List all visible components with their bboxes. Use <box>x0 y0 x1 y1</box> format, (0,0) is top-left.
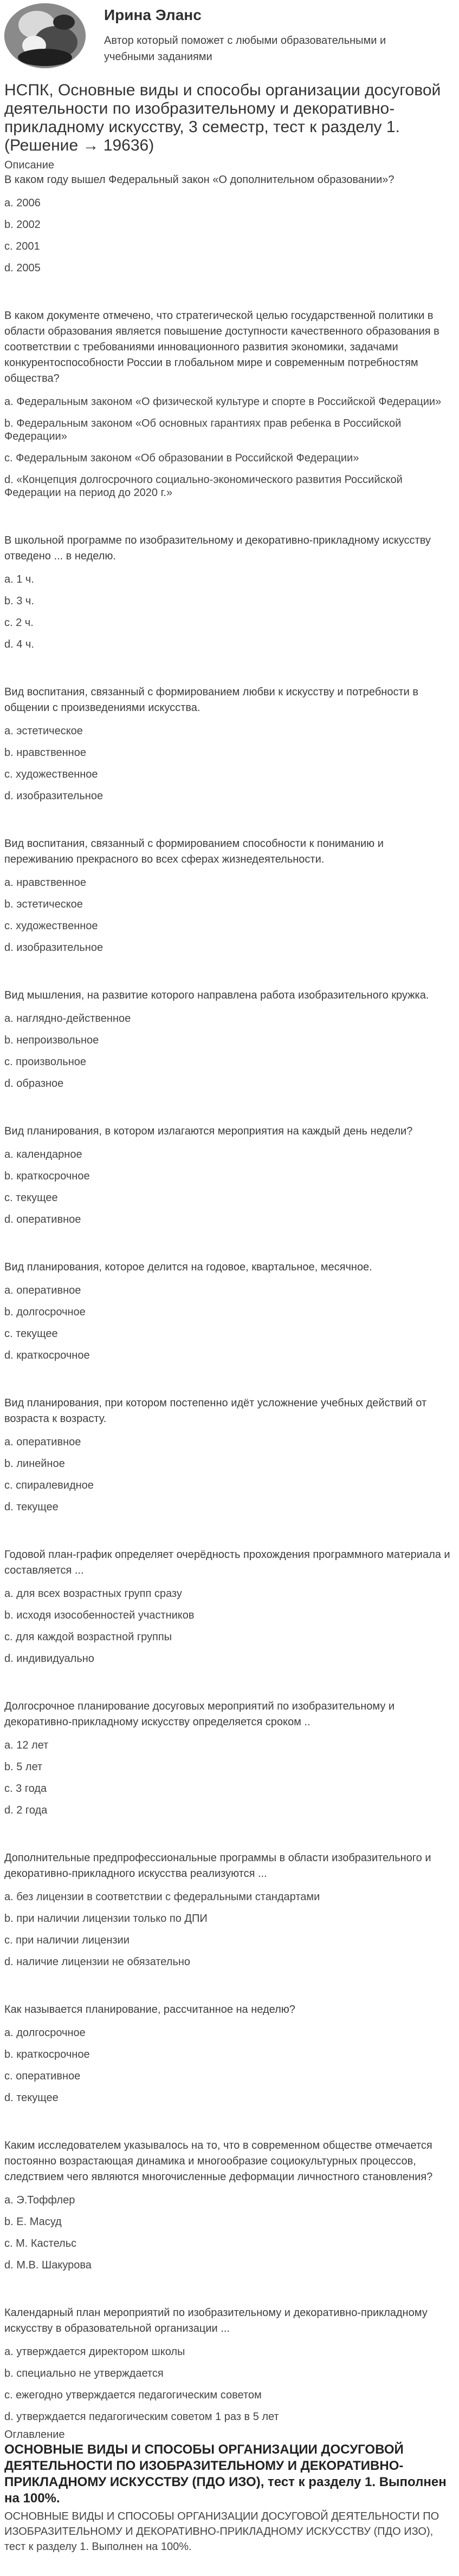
question-gap <box>0 1090 459 1124</box>
answer-option: a. для всех возрастных групп сразу <box>4 1588 182 1600</box>
answer-option: c. 2 ч. <box>4 617 34 629</box>
answer-option: d. 4 ч. <box>4 638 34 650</box>
answer-option: d. 2 года <box>4 1804 48 1816</box>
question-text: Годовой план-график определяет очерёдность прохождения программного материала и составляется ... <box>4 1549 450 1576</box>
question-gap <box>0 1362 459 1395</box>
answer-option: d. индивидуально <box>4 1653 94 1665</box>
question-gap <box>0 2272 459 2305</box>
question-gap <box>0 1817 459 1850</box>
question-block <box>0 2138 459 2272</box>
author-name[interactable]: Ирина Эланс <box>104 6 202 23</box>
answer-option: a. наглядно-действенное <box>4 1013 131 1025</box>
answer-option: b. непроизвольное <box>4 1034 99 1046</box>
answer-option: b. Федеральным законом «Об основных гарантиях прав ребенка в Российской Федерации» <box>4 418 402 442</box>
answer-option: a. Федеральным законом «О физической культуре и спорте в Российской Федерации» <box>4 396 442 408</box>
question-text: Вид планирования, при котором постепенно идёт усложнение учебных действий от возраста к возрасту. <box>4 1397 427 1425</box>
answer-option: b. 2002 <box>4 219 41 231</box>
answer-option: d. краткосрочное <box>4 1349 90 1361</box>
answer-option: c. спиралевидное <box>4 1479 94 1491</box>
answer-option: b. исходя изособенностей участников <box>4 1609 195 1621</box>
question-text: Вид воспитания, связанный с формированием любви к искусству и потребности в общении с произведениями искусства. <box>4 686 418 714</box>
answer-option: b. 5 лет <box>4 1761 43 1773</box>
question-text: Как называется планирование, рассчитанное на неделю? <box>4 2004 295 2016</box>
question-block <box>0 172 459 275</box>
answer-option: a. оперативное <box>4 1284 81 1296</box>
question-text: Долгосрочное планирование досуговых мероприятий по изобразительному и декоративно-прикладному искусству определяется сроком .. <box>4 1700 395 1728</box>
answer-option: b. линейное <box>4 1458 65 1470</box>
question-block <box>0 1395 459 1514</box>
answer-option: d. текущее <box>4 2092 59 2104</box>
answer-option: d. изобразительное <box>4 942 104 954</box>
question-gap <box>0 499 459 533</box>
question-block <box>0 684 459 803</box>
question-text: Календарный план мероприятий по изобразительному и декоративно-прикладному искусству в образовательной организации ... <box>4 2307 428 2334</box>
answer-option: d. утверждается педагогическим советом 1 раз в 5 лет <box>4 2411 279 2423</box>
toc-plain-text: ОСНОВНЫЕ ВИДЫ И СПОСОБЫ ОРГАНИЗАЦИИ ДОСУГОВОЙ ДЕЯТЕЛЬНОСТИ ПО ИЗОБРАЗИТЕЛЬНОМУ И ДЕКОРАТИВНО-ПРИКЛАДНОМУ ИСКУССТВУ (ПДО ИЗО), тест к разделу 1. Выполнен на 100%. <box>4 2510 439 2553</box>
answer-option: b. эстетическое <box>4 898 83 910</box>
answer-option: a. 2006 <box>4 197 41 209</box>
answer-option: b. нравственное <box>4 747 86 759</box>
answer-option: d. образное <box>4 1078 64 1090</box>
answer-option: a. Э.Тоффлер <box>4 2194 75 2206</box>
answer-option: b. Е. Масуд <box>4 2216 62 2228</box>
answer-option: c. М. Кастельс <box>4 2238 77 2249</box>
answer-option: d. оперативное <box>4 1214 81 1225</box>
question-gap <box>0 954 459 988</box>
answer-option: a. оперативное <box>4 1436 81 1448</box>
question-text: Дополнительные предпрофессиональные программы в области изобразительного и декоративно-прикладного искусства реализуются ... <box>4 1852 431 1880</box>
answer-option: b. долгосрочное <box>4 1306 86 1318</box>
author-description: Автор который поможет с любыми образовательными и учебными заданиями <box>104 35 386 63</box>
answer-option: c. при наличии лицензии <box>4 1934 130 1946</box>
question-gap <box>0 1514 459 1547</box>
question-list <box>0 172 459 2428</box>
question-gap <box>0 803 459 836</box>
answer-option: c. ежегодно утверждается педагогическим советом <box>4 2389 262 2401</box>
question-text: Вид планирования, которое делится на годовое, квартальное, месячное. <box>4 1261 372 1273</box>
answer-option: c. текущее <box>4 1192 58 1204</box>
answer-option: b. краткосрочное <box>4 1170 90 1182</box>
question-text: Каким исследователем указывалось на то, что в современном обществе отмечается постоянно возрастающая динамика и многообразие социокультурных процессов, следствием чего являются многочисленные деформации личностного становления? <box>4 2140 433 2183</box>
answer-option: a. без лицензии в соответствии с федеральными стандартами <box>4 1891 320 1903</box>
answer-option: c. произвольное <box>4 1056 86 1068</box>
question-gap <box>0 651 459 684</box>
question-block <box>0 836 459 954</box>
answer-option: b. специально не утверждается <box>4 2368 164 2379</box>
question-block <box>0 308 459 499</box>
question-gap <box>0 1665 459 1699</box>
answer-option: d. текущее <box>4 1501 59 1513</box>
answer-option: a. долгосрочное <box>4 2027 86 2039</box>
toc-gap <box>0 2423 459 2428</box>
answer-option: c. художественное <box>4 920 98 932</box>
question-block <box>0 1547 459 1665</box>
answer-option: d. М.В. Шакурова <box>4 2259 92 2271</box>
answer-option: c. Федеральным законом «Об образовании в Российской Федерации» <box>4 452 359 464</box>
answer-option: b. при наличии лицензии только по ДПИ <box>4 1913 208 1925</box>
author-info <box>86 3 408 65</box>
question-block <box>0 1260 459 1362</box>
question-gap <box>0 1226 459 1260</box>
answer-option: d. наличие лицензии не обязательно <box>4 1956 191 1968</box>
question-text: В каком году вышел Федеральный закон «О дополнительном образовании»? <box>4 174 395 186</box>
avatar[interactable] <box>4 3 86 68</box>
question-block <box>0 2305 459 2423</box>
answer-option: c. оперативное <box>4 2070 81 2082</box>
question-gap <box>0 2104 459 2138</box>
page-title: НСПК, Основные виды и способы организации досуговой деятельности по изобразительному и декоративно-прикладному искусству, 3 семестр, тест к разделу 1. (Решение → 19636) <box>4 81 441 154</box>
question-block <box>0 1699 459 1817</box>
question-block <box>0 1124 459 1226</box>
question-text: Вид мышления, на развитие которого направлена работа изобразительного кружка. <box>4 989 429 1001</box>
answer-option: c. художественное <box>4 768 98 780</box>
answer-option: c. 3 года <box>4 1783 47 1795</box>
question-block <box>0 1850 459 1968</box>
question-gap <box>0 1968 459 2002</box>
answer-option: d. 2005 <box>4 262 41 274</box>
answer-option: a. нравственное <box>4 877 86 889</box>
toc-bold-text: ОСНОВНЫЕ ВИДЫ И СПОСОБЫ ОРГАНИЗАЦИИ ДОСУГОВОЙ ДЕЯТЕЛЬНОСТИ ПО ИЗОБРАЗИТЕЛЬНОМУ И ДЕКОРАТИВНО-ПРИКЛАДНОМУ ИСКУССТВУ (ПДО ИЗО), тест к разделу 1. Выполнен на 100%. <box>4 2442 447 2506</box>
question-block <box>0 2002 459 2104</box>
toc-label: Оглавление <box>4 2429 65 2441</box>
answer-option: b. 3 ч. <box>4 595 34 607</box>
answer-option: a. утверждается директором школы <box>4 2346 185 2358</box>
answer-option: c. для каждой возрастной группы <box>4 1631 172 1643</box>
description-label: Описание <box>4 159 55 171</box>
answer-option: a. 12 лет <box>4 1739 49 1751</box>
answer-option: a. календарное <box>4 1149 82 1160</box>
answer-option: a. 1 ч. <box>4 573 34 585</box>
avatar-illustration <box>4 3 86 68</box>
answer-option: d. «Концепция долгосрочного социально-экономического развития Российской Федерации на период до 2020 г.» <box>4 474 403 499</box>
question-text: Вид воспитания, связанный с формированием способности к пониманию и переживанию прекрасного во всех сферах жизнедеятельности. <box>4 838 384 865</box>
answer-option: c. 2001 <box>4 240 40 252</box>
question-text: В каком документе отмечено, что стратегической целью государственной политики в области образования является повышение доступности качественного образования в соответствии с требованиями инновационного развития экономики, задачами конкурентоспособности России в глобальном мире и современным потребностям общества? <box>4 310 439 384</box>
answer-option: a. эстетическое <box>4 725 83 737</box>
question-block <box>0 988 459 1090</box>
question-text: Вид планирования, в котором излагаются мероприятия на каждый день недели? <box>4 1125 413 1137</box>
answer-option: b. краткосрочное <box>4 2049 90 2060</box>
answer-option: c. текущее <box>4 1328 58 1340</box>
question-text: В школьной программе по изобразительному и декоративно-прикладному искусству отведено ... в неделю. <box>4 534 431 562</box>
question-gap <box>0 275 459 308</box>
question-block <box>0 533 459 651</box>
author-card <box>0 0 459 75</box>
answer-option: d. изобразительное <box>4 790 104 802</box>
